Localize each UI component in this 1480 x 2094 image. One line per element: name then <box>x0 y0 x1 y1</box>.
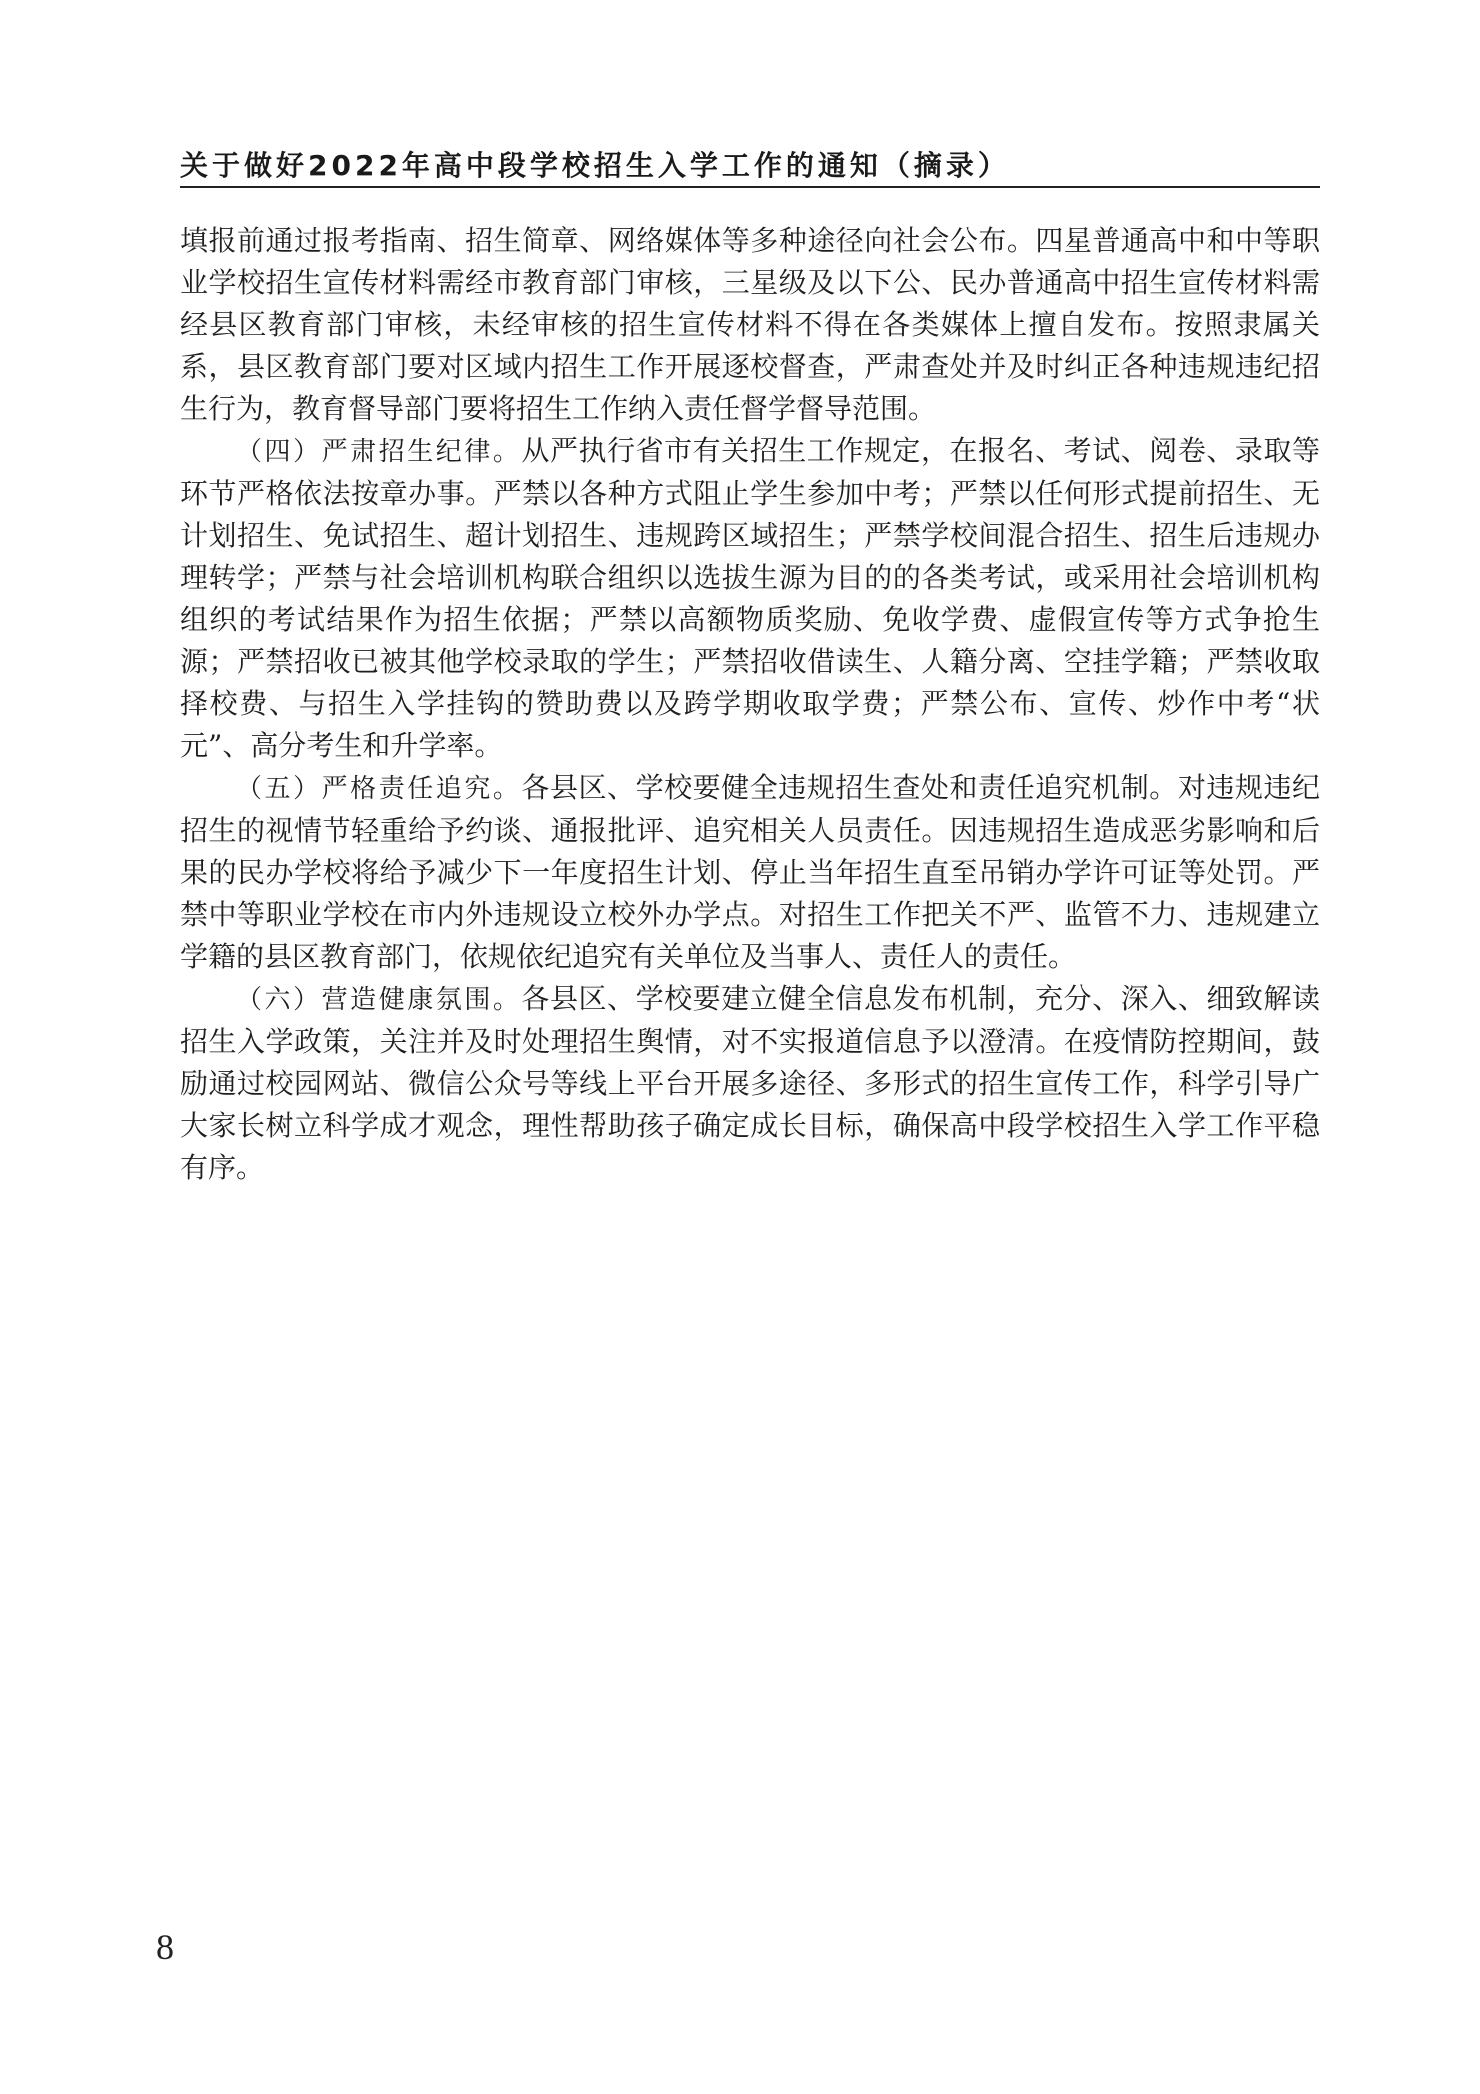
document-body <box>180 220 1320 1189</box>
paragraph-continued <box>180 220 1320 430</box>
paragraph-discipline <box>180 430 1320 767</box>
section-heading-6: （六）营造健康氛围。 <box>236 985 522 1015</box>
paragraph-atmosphere <box>180 978 1320 1189</box>
section-heading-5: （五）严格责任追究。 <box>236 774 522 804</box>
paragraph-text: 填报前通过报考指南、招生简章、网络媒体等多种途径向社会公布。四星普通高中和中等职业学校招生宣传材料需经市教育部门审核，三星级及以下公、民办普通高中招生宣传材料需经县区教育部门审核，未经审核的招生宣传材料不得在各类媒体上擅自发布。按照隶属关系，县区教育部门要对区域内招生工作开展逐校督查，严肃查处并及时纠正各种违规违纪招生行为，教育督导部门要将招生工作纳入责任督学督导范围。 <box>180 224 1320 425</box>
running-header <box>180 140 1320 190</box>
paragraph-accountability <box>180 767 1320 978</box>
paragraph-text: 各县区、学校要健全违规招生查处和责任追究机制。对违规违纪招生的视情节轻重给予约谈、通报批评、追究相关人员责任。因违规招生造成恶劣影响和后果的民办学校将给予减少下一年度招生计划、停止当年招生直至吊销办学许可证等处罚。严禁中等职业学校在市内外违规设立校外办学点。对招生工作把关不严、监管不力、违规建立学籍的县区教育部门，依规依纪追究有关单位及当事人、责任人的责任。 <box>180 771 1320 973</box>
document-title: 关于做好2022年高中段学校招生入学工作的通知（摘录） <box>180 149 1010 182</box>
page-number: 8 <box>156 1927 174 1967</box>
paragraph-text: 从严执行省市有关招生工作规定，在报名、考试、阅卷、录取等环节严格依法按章办事。严禁以各种方式阻止学生参加中考；严禁以任何形式提前招生、无计划招生、免试招生、超计划招生、违规跨区域招生；严禁学校间混合招生、招生后违规办理转学；严禁与社会培训机构联合组织以选拔生源为目的的各类考试，或采用社会培训机构组织的考试结果作为招生依据；严禁以高额物质奖励、免收学费、虚假宣传等方式争抢生源；严禁招收已被其他学校录取的学生；严禁招收借读生、人籍分离、空挂学籍；严禁收取择校费、与招生入学挂钩的赞助费以及跨学期收取学费；严禁公布、宣传、炒作中考“状元”、高分考生和升学率。 <box>180 434 1320 762</box>
section-heading-4: （四）严肃招生纪律。 <box>236 437 522 467</box>
paragraph-text: 各县区、学校要建立健全信息发布机制，充分、深入、细致解读招生入学政策，关注并及时处理招生舆情，对不实报道信息予以澄清。在疫情防控期间，鼓励通过校园网站、微信公众号等线上平台开展多途径、多形式的招生宣传工作，科学引导广大家长树立科学成才观念，理性帮助孩子确定成长目标，确保高中段学校招生入学工作平稳有序。 <box>180 982 1320 1184</box>
header-divider <box>180 186 1320 188</box>
